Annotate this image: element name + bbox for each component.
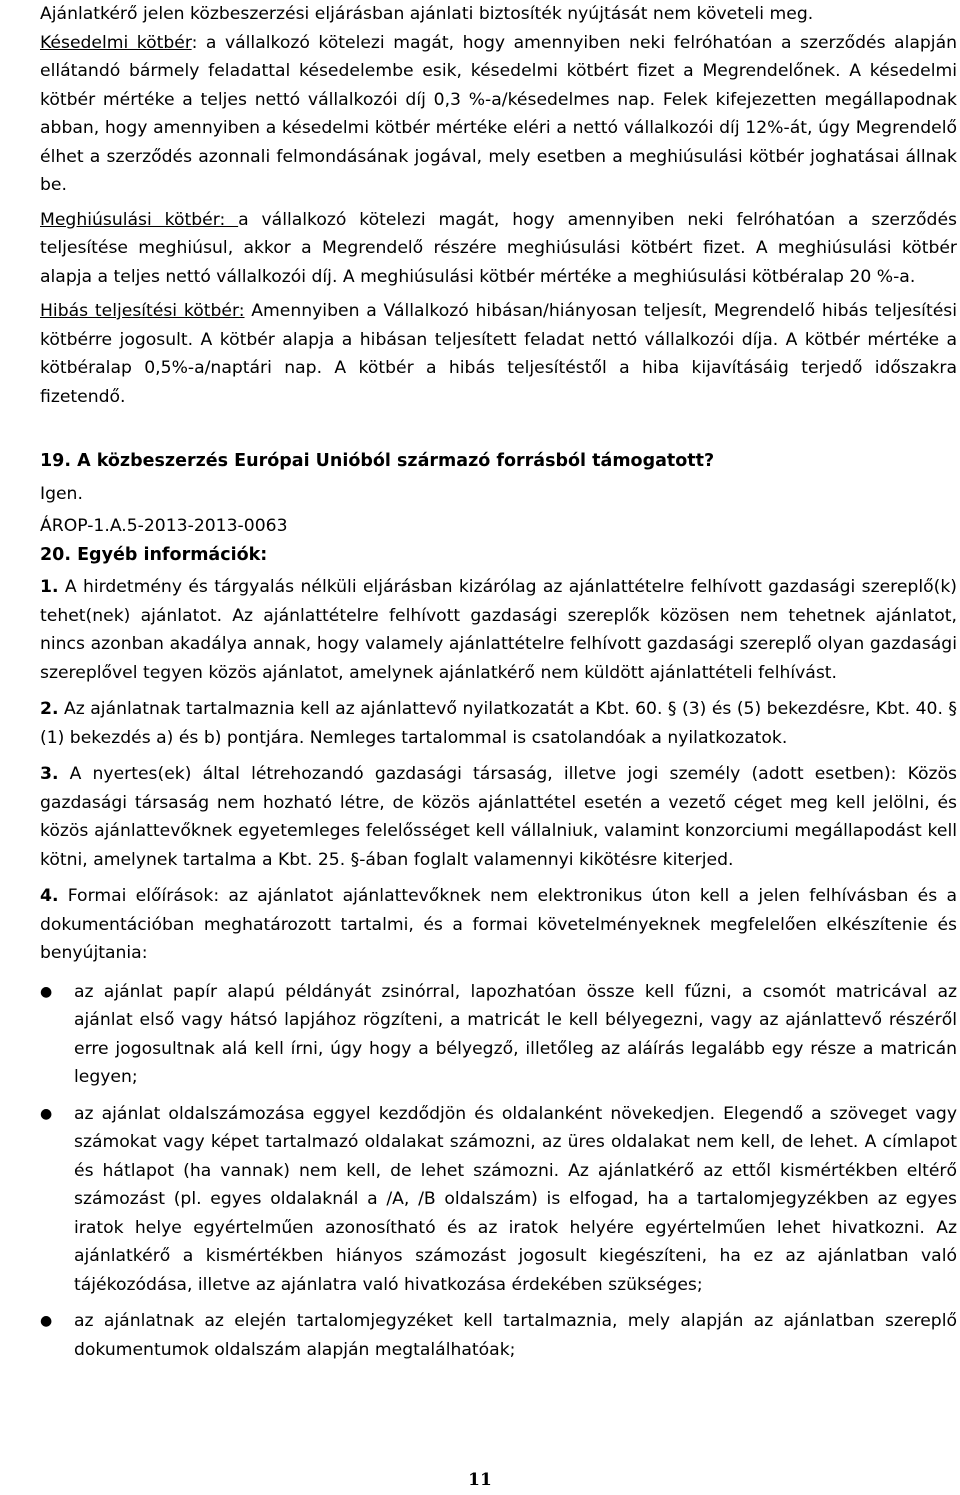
info-item-number: 2. [40, 699, 59, 719]
info-item-3 [40, 760, 957, 874]
info-item-text: Formai előírások: az ajánlatot ajánlattevőknek nem elektronikus úton kell a jelen felhívásban és a dokumentációban meghatározott tartalmi, és a formai követelményeknek megfelelően elkészítenie és benyújtania: [40, 886, 957, 963]
section-19-heading: 19. A közbeszerzés Európai Unióból származó forrásból támogatott? [40, 451, 715, 471]
guarantee-note: Ajánlatkérő jelen közbeszerzési eljárásban ajánlati biztosíték nyújtását nem követeli meg. [40, 4, 814, 24]
bullet-icon: ● [40, 1105, 53, 1122]
info-item-1 [40, 573, 957, 687]
info-item-4 [40, 882, 957, 968]
list-item: ● az ajánlat papír alapú példányát zsinórral, lapozhatóan össze kell fűzni, a csomót matricával az ajánlat első vagy hátsó lapjához rögzíteni, a matricát le kell bélyegezni, vagy az ajánlattevő részéről erre jogosultnak alá kell írni, úgy hogy a bélyegző, illetőleg az aláírás legalább egy része a matricán legyen; [40, 978, 957, 1092]
defective-penalty-paragraph [40, 297, 957, 411]
defective-penalty-label: Hibás teljesítési kötbér: [40, 301, 245, 321]
document-page [40, 0, 957, 1372]
list-item: ● az ajánlatnak az elején tartalomjegyzéket kell tartalmaznia, mely alapján az ajánlatban szereplő dokumentumok oldalszám alapján megtalálhatóak; [40, 1307, 957, 1364]
defective-penalty-text: Amennyiben a Vállalkozó hibásan/hiányosan teljesít, Megrendelő hibás teljesítési kötbérre jogosult. A kötbér alapja a hibásan teljesített feladat nettó vállalkozói díja. A kötbér mértéke a kötbéralap 0,5%-a/naptári nap. A kötbér a hibás teljesítéstől a hiba kijavításáig terjedő időszakra fizetendő. [40, 301, 957, 407]
failure-penalty-label: Meghiúsulási kötbér: [40, 209, 239, 230]
format-requirements-list [40, 978, 957, 1365]
page-number: 11 [468, 1470, 492, 1490]
section-19-project-code: ÁROP-1.A.5-2013-2013-0063 [40, 516, 288, 536]
info-item-text: A nyertes(ek) által létrehozandó gazdasági társaság, illetve jogi személy (adott esetben): Közös gazdasági társaság nem hozható létre, de közös ajánlattétel esetén a vezető céget meg kell jelölni, és közös ajánlattevőknek egyetemleges felelősséget kell vállalniuk, valamint konzorciumi megállapodást kell kötni, amelynek tartalma a Kbt. 25. §-ában foglalt valamennyi kikötésre kiterjed. [40, 764, 957, 870]
list-item: ● az ajánlat oldalszámozása eggyel kezdődjön és oldalanként növekedjen. Elegendő a szöveget vagy számokat vagy képet tartalmazó oldalakat számozni, az üres oldalakat nem kell, de lehet. A címlapot és hátlapot (ha vannak) nem kell, de lehet számozni. Az ajánlatkérő az ettől kismértékben eltérő számozást (pl. egyes oldalaknál a /A, /B oldalszám) is elfogad, ha a tartalomjegyzékben az egyes iratok helye egyértelműen azonosítható és az iratok helyére egyértelműen lehet hivatkozni. Az ajánlatkérő a kismértékben hiányos számozást jogosult kiegészíteni, ha ez az ajánlatban való tájékozódása, illetve az ajánlatra való hivatkozása érdekében szükséges; [40, 1100, 957, 1300]
info-item-text: Az ajánlatnak tartalmaznia kell az ajánlattevő nyilatkozatát a Kbt. 60. § (3) és (5) bekezdésre, Kbt. 40. § (1) bekezdés a) és b) pontjára. Nemleges tartalommal is csatolandóak a nyilatkozatok. [40, 699, 957, 748]
info-item-text: A hirdetmény és tárgyalás nélküli eljárásban kizárólag az ajánlattételre felhívott gazdasági szereplő(k) tehet(nek) ajánlatot. Az ajánlattételre felhívott gazdasági szereplők közösen nem tehetnek ajánlatot, nincs azonban akadálya annak, hogy valamely ajánlattételre felhívott gazdasági szereplő olyan gazdasági szereplővel tegyen közös ajánlatot, amelynek ajánlatkérő nem küldött ajánlattételi felhívást. [40, 577, 957, 683]
late-penalty-label: Késedelmi kötbér [40, 32, 192, 53]
bullet-icon: ● [40, 1313, 53, 1329]
late-penalty-paragraph [40, 29, 957, 200]
section-19-answer: Igen. [40, 483, 83, 504]
bullet-icon: ● [40, 983, 53, 1000]
section-20-heading: 20. Egyéb információk: [40, 544, 268, 565]
info-item-number: 4. [40, 886, 59, 906]
info-item-number: 1. [40, 577, 59, 597]
failure-penalty-text: a vállalkozó kötelezi magát, hogy amennyiben neki felróhatóan a szerződés teljesítése meghiúsul, akkor a Megrendelő részére meghiúsulási kötbért fizet. A meghiúsulási kötbér alapja a teljes nettó vállalkozói díj. A meghiúsulási kötbér mértéke a meghiúsulási kötbéralap 20 %-a. [40, 209, 957, 287]
failure-penalty-paragraph [40, 206, 957, 292]
info-item-2 [40, 695, 957, 752]
info-item-number: 3. [40, 764, 59, 784]
late-penalty-text: : a vállalkozó kötelezi magát, hogy amennyiben neki felróhatóan a szerződés alapján ellátandó bármely feladattal késedelembe esik, késedelmi kötbért fizet a Megrendelőnek. A késedelmi kötbér mértéke a teljes nettó vállalkozói díj 0,3 %-a/késedelmes nap. Felek kifejezetten megállapodnak abban, hogy amennyiben a késedelmi kötbér mértéke eléri a nettó vállalkozói díj 12%-át, úgy Megrendelő élhet a szerződés azonnali felmondásának jogával, mely esetben a meghiúsulási kötbér joghatásai állnak be. [40, 32, 958, 195]
